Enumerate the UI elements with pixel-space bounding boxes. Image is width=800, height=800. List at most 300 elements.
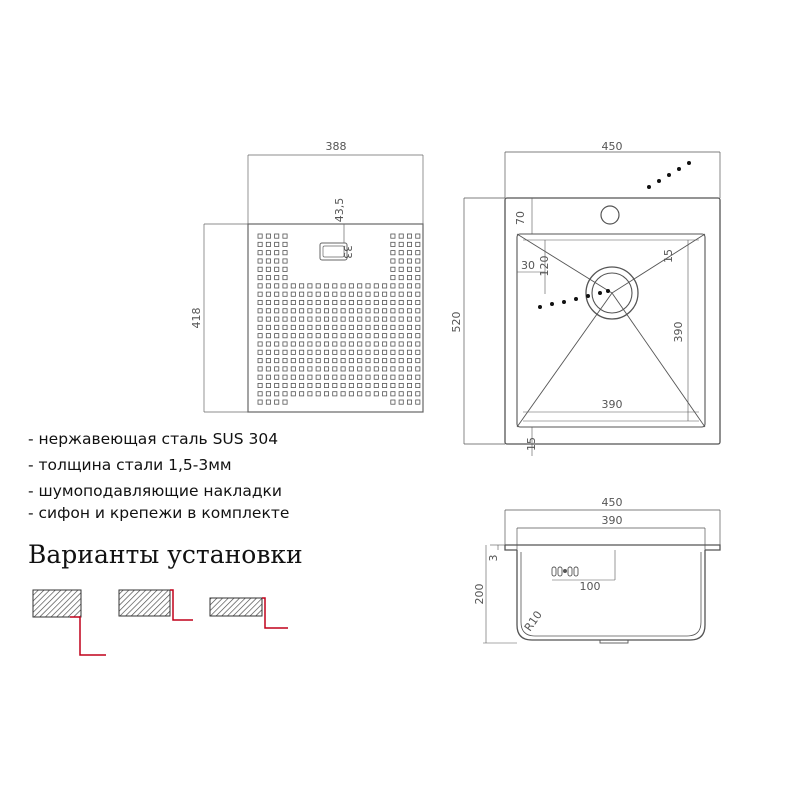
board-hole <box>399 392 403 396</box>
board-hole <box>266 325 270 329</box>
board-hole <box>291 317 295 321</box>
board-hole <box>275 284 279 288</box>
board-hole <box>341 317 345 321</box>
board-hole <box>416 276 420 280</box>
board-handle-label: 33 <box>341 245 354 259</box>
board-hole <box>399 259 403 263</box>
board-hole <box>283 342 287 346</box>
board-hole <box>374 284 378 288</box>
board-hole <box>374 292 378 296</box>
board-hole <box>349 334 353 338</box>
board-hole <box>266 276 270 280</box>
board-hole <box>383 359 387 363</box>
board-hole <box>266 375 270 379</box>
board-hole <box>358 317 362 321</box>
board-hole <box>366 359 370 363</box>
board-hole <box>366 342 370 346</box>
board-hole <box>407 251 411 255</box>
board-hole <box>416 292 420 296</box>
board-hole <box>416 400 420 404</box>
board-hole <box>275 334 279 338</box>
board-hole <box>275 234 279 238</box>
tap-offset-label: 70 <box>514 211 527 225</box>
board-hole <box>407 242 411 246</box>
board-hole <box>324 375 328 379</box>
board-hole <box>383 350 387 354</box>
board-hole <box>291 292 295 296</box>
side-bowl-width-label: 390 <box>601 514 623 527</box>
board-hole <box>366 317 370 321</box>
board-hole <box>283 325 287 329</box>
board-hole <box>416 242 420 246</box>
board-hole <box>324 309 328 313</box>
board-hole <box>341 342 345 346</box>
board-hole <box>391 309 395 313</box>
board-hole <box>258 325 262 329</box>
board-hole <box>366 284 370 288</box>
board-hole <box>358 342 362 346</box>
board-hole <box>275 259 279 263</box>
board-hole <box>374 367 378 371</box>
board-hole <box>283 317 287 321</box>
board-hole <box>391 367 395 371</box>
board-hole <box>291 383 295 387</box>
board-hole <box>333 300 337 304</box>
board-hole <box>399 342 403 346</box>
board-hole <box>300 359 304 363</box>
board-hole <box>383 342 387 346</box>
board-hole <box>258 317 262 321</box>
board-hole <box>258 234 262 238</box>
board-hole <box>358 383 362 387</box>
board-hole <box>275 375 279 379</box>
board-hole <box>300 317 304 321</box>
board-hole <box>374 392 378 396</box>
board-hole <box>366 292 370 296</box>
board-hole <box>308 383 312 387</box>
board-hole <box>283 334 287 338</box>
board-hole <box>283 284 287 288</box>
board-hole <box>341 383 345 387</box>
board-hole <box>316 300 320 304</box>
board-hole <box>300 284 304 288</box>
board-hole <box>258 251 262 255</box>
board-hole <box>333 367 337 371</box>
board-hole <box>416 317 420 321</box>
board-hole <box>300 392 304 396</box>
board-hole <box>383 334 387 338</box>
board-hole <box>300 292 304 296</box>
bowl-height-label: 390 <box>672 321 685 343</box>
board-hole <box>324 325 328 329</box>
board-hole <box>407 234 411 238</box>
board-hole <box>283 375 287 379</box>
board-hole <box>324 300 328 304</box>
top-width-label: 450 <box>601 140 623 153</box>
board-hole <box>416 392 420 396</box>
board-hole <box>416 251 420 255</box>
board-hole <box>341 292 345 296</box>
board-hole <box>300 367 304 371</box>
board-hole <box>291 342 295 346</box>
board-hole <box>374 325 378 329</box>
board-hole <box>258 292 262 296</box>
board-hole <box>407 367 411 371</box>
board-hole <box>316 317 320 321</box>
board-hole <box>324 292 328 296</box>
board-hole <box>283 309 287 313</box>
board-hole <box>316 367 320 371</box>
board-hole <box>399 292 403 296</box>
board-hole <box>349 342 353 346</box>
board-hole <box>399 350 403 354</box>
board-hole <box>349 317 353 321</box>
board-hole <box>374 300 378 304</box>
top-height-label: 520 <box>450 311 463 333</box>
feature-thickness: - толщина стали 1,5-3мм <box>28 456 232 474</box>
board-hole <box>349 383 353 387</box>
board-hole <box>283 392 287 396</box>
board-hole <box>266 251 270 255</box>
board-hole <box>399 251 403 255</box>
board-hole <box>324 284 328 288</box>
board-hole <box>407 342 411 346</box>
board-hole <box>374 317 378 321</box>
board-hole <box>316 334 320 338</box>
board-hole <box>407 334 411 338</box>
board-hole <box>308 392 312 396</box>
board-hole <box>399 400 403 404</box>
board-hole <box>324 359 328 363</box>
board-hole <box>349 359 353 363</box>
board-hole <box>416 350 420 354</box>
board-hole <box>333 334 337 338</box>
board-hole <box>308 300 312 304</box>
board-hole <box>333 375 337 379</box>
board-hole <box>391 292 395 296</box>
board-hole <box>324 342 328 346</box>
board-hole <box>275 325 279 329</box>
board-hole <box>416 375 420 379</box>
board-hole <box>383 325 387 329</box>
board-hole <box>258 375 262 379</box>
board-hole <box>275 267 279 271</box>
board-hole <box>275 309 279 313</box>
board-hole <box>283 292 287 296</box>
board-hole <box>366 367 370 371</box>
board-hole <box>391 392 395 396</box>
board-hole <box>266 267 270 271</box>
install-variant-2 <box>119 590 193 620</box>
board-hole <box>316 350 320 354</box>
board-hole <box>407 300 411 304</box>
board-hole <box>391 267 395 271</box>
sink-side-view <box>483 510 720 643</box>
board-hole <box>407 259 411 263</box>
board-hole <box>308 309 312 313</box>
board-hole <box>358 359 362 363</box>
bowl-offset-label: 30 <box>521 259 535 272</box>
board-hole <box>266 392 270 396</box>
board-hole <box>266 350 270 354</box>
corner-radius-label: 15 <box>662 249 675 263</box>
board-hole <box>333 284 337 288</box>
board-hole <box>258 342 262 346</box>
board-hole <box>391 284 395 288</box>
board-hole <box>316 325 320 329</box>
board-hole <box>333 325 337 329</box>
board-hole <box>407 359 411 363</box>
board-hole <box>333 392 337 396</box>
board-hole <box>300 350 304 354</box>
board-hole <box>383 383 387 387</box>
board-hole <box>358 334 362 338</box>
board-hole <box>399 284 403 288</box>
board-hole <box>416 325 420 329</box>
board-hole <box>258 276 262 280</box>
board-hole <box>283 267 287 271</box>
board-hole <box>391 334 395 338</box>
board-hole <box>391 325 395 329</box>
board-hole <box>366 383 370 387</box>
board-hole <box>291 284 295 288</box>
board-hole <box>399 383 403 387</box>
board-hole <box>316 375 320 379</box>
board-hole <box>358 284 362 288</box>
board-hole <box>349 309 353 313</box>
board-hole <box>333 317 337 321</box>
board-hole <box>275 383 279 387</box>
board-hole <box>275 292 279 296</box>
bottom-rim-label: 15 <box>525 437 538 451</box>
board-hole <box>300 375 304 379</box>
board-hole <box>358 350 362 354</box>
board-hole <box>416 267 420 271</box>
board-hole <box>399 359 403 363</box>
board-hole <box>407 325 411 329</box>
board-hole <box>399 267 403 271</box>
board-hole <box>407 284 411 288</box>
board-hole <box>283 400 287 404</box>
board-hole <box>333 292 337 296</box>
board-hole <box>391 259 395 263</box>
board-hole <box>341 300 345 304</box>
board-hole <box>283 300 287 304</box>
board-hole <box>300 300 304 304</box>
board-hole <box>291 367 295 371</box>
board-hole <box>341 392 345 396</box>
board-width-label: 388 <box>325 140 347 153</box>
board-hole <box>416 284 420 288</box>
board-hole <box>416 300 420 304</box>
side-depth-label: 200 <box>473 583 486 605</box>
board-hole <box>316 292 320 296</box>
board-hole <box>383 375 387 379</box>
board-hole <box>383 392 387 396</box>
board-hole <box>383 300 387 304</box>
board-hole <box>416 342 420 346</box>
board-hole <box>283 383 287 387</box>
board-hole <box>266 242 270 246</box>
board-hole <box>399 234 403 238</box>
board-hole <box>407 317 411 321</box>
board-hole <box>283 367 287 371</box>
board-hole <box>308 317 312 321</box>
board-hole <box>333 359 337 363</box>
board-hole <box>258 300 262 304</box>
board-hole <box>349 375 353 379</box>
board-hole <box>266 292 270 296</box>
board-hole <box>391 342 395 346</box>
board-hole <box>275 251 279 255</box>
board-hole <box>383 317 387 321</box>
board-hole <box>407 292 411 296</box>
board-hole <box>358 292 362 296</box>
board-hole <box>283 259 287 263</box>
board-hole <box>366 350 370 354</box>
board-hole <box>399 242 403 246</box>
board-hole <box>316 392 320 396</box>
board-hole <box>308 375 312 379</box>
board-hole <box>258 259 262 263</box>
board-hole <box>300 342 304 346</box>
board-hole <box>374 375 378 379</box>
board-hole <box>266 342 270 346</box>
board-hole <box>416 234 420 238</box>
radius-label: R10 <box>521 608 545 634</box>
board-hole <box>407 276 411 280</box>
board-hole <box>341 325 345 329</box>
board-hole <box>391 242 395 246</box>
board-hole <box>316 359 320 363</box>
board-hole <box>416 359 420 363</box>
board-hole <box>324 367 328 371</box>
tap-hole <box>601 206 619 224</box>
board-hole <box>316 342 320 346</box>
board-hole <box>300 309 304 313</box>
board-hole <box>283 242 287 246</box>
board-hole <box>399 325 403 329</box>
board-hole <box>391 276 395 280</box>
board-hole <box>316 309 320 313</box>
board-hole <box>391 317 395 321</box>
board-hole <box>341 284 345 288</box>
board-hole <box>283 251 287 255</box>
board-hole <box>333 309 337 313</box>
board-hole <box>308 350 312 354</box>
board-hole <box>416 259 420 263</box>
board-hole <box>349 367 353 371</box>
board-hole <box>275 367 279 371</box>
board-drawing <box>204 155 423 412</box>
board-hole <box>291 359 295 363</box>
board-hole <box>258 400 262 404</box>
feature-noise-pads: - шумоподавляющие накладки <box>28 482 282 500</box>
board-hole <box>416 383 420 387</box>
board-hole <box>341 367 345 371</box>
board-hole <box>283 359 287 363</box>
board-hole <box>407 350 411 354</box>
board-hole <box>258 359 262 363</box>
board-hole <box>266 334 270 338</box>
board-hole <box>407 400 411 404</box>
board-hole <box>349 392 353 396</box>
board-hole <box>308 292 312 296</box>
board-hole <box>399 309 403 313</box>
board-hole <box>341 334 345 338</box>
bowl-width-label: 390 <box>601 398 623 411</box>
board-hole <box>366 325 370 329</box>
board-hole <box>391 251 395 255</box>
board-hole <box>374 342 378 346</box>
board-hole <box>258 350 262 354</box>
tap-arrow <box>647 161 691 189</box>
board-hole <box>266 400 270 404</box>
sink-top-view <box>464 152 720 456</box>
board-hole <box>374 359 378 363</box>
board-hole <box>374 334 378 338</box>
drain-arrow <box>538 289 610 309</box>
board-hole <box>258 242 262 246</box>
board-hole <box>324 383 328 387</box>
board-hole <box>399 334 403 338</box>
board-hole <box>308 359 312 363</box>
board-hole <box>266 259 270 263</box>
board-hole <box>275 300 279 304</box>
board-hole <box>275 392 279 396</box>
install-variants-title: Варианты установки <box>28 540 303 569</box>
board-hole <box>324 317 328 321</box>
board-hole <box>324 392 328 396</box>
board-hole <box>283 276 287 280</box>
board-hole <box>291 392 295 396</box>
board-hole <box>308 325 312 329</box>
board-hole <box>399 375 403 379</box>
board-hole <box>258 309 262 313</box>
board-hole <box>399 276 403 280</box>
board-hole <box>349 350 353 354</box>
board-hole <box>291 325 295 329</box>
feature-kit: - сифон и крепежи в комплекте <box>28 504 290 522</box>
board-hole <box>358 325 362 329</box>
board-offset-label: 43,5 <box>333 197 346 223</box>
board-hole <box>291 309 295 313</box>
board-hole <box>391 375 395 379</box>
board-hole <box>358 300 362 304</box>
board-hole <box>349 284 353 288</box>
board-hole <box>258 284 262 288</box>
board-hole <box>341 309 345 313</box>
board-hole <box>308 367 312 371</box>
board-hole <box>266 309 270 313</box>
board-hole <box>407 309 411 313</box>
feature-material: - нержавеющая сталь SUS 304 <box>28 430 279 448</box>
board-hole <box>258 267 262 271</box>
board-hole <box>308 334 312 338</box>
board-hole <box>391 350 395 354</box>
board-hole <box>391 400 395 404</box>
board-hole <box>399 300 403 304</box>
overflow-label: 100 <box>579 580 601 593</box>
board-hole <box>258 383 262 387</box>
board-hole <box>391 383 395 387</box>
board-hole <box>383 309 387 313</box>
board-hole <box>391 359 395 363</box>
board-hole <box>391 234 395 238</box>
board-hole <box>366 375 370 379</box>
board-hole <box>275 242 279 246</box>
board-hole <box>407 383 411 387</box>
